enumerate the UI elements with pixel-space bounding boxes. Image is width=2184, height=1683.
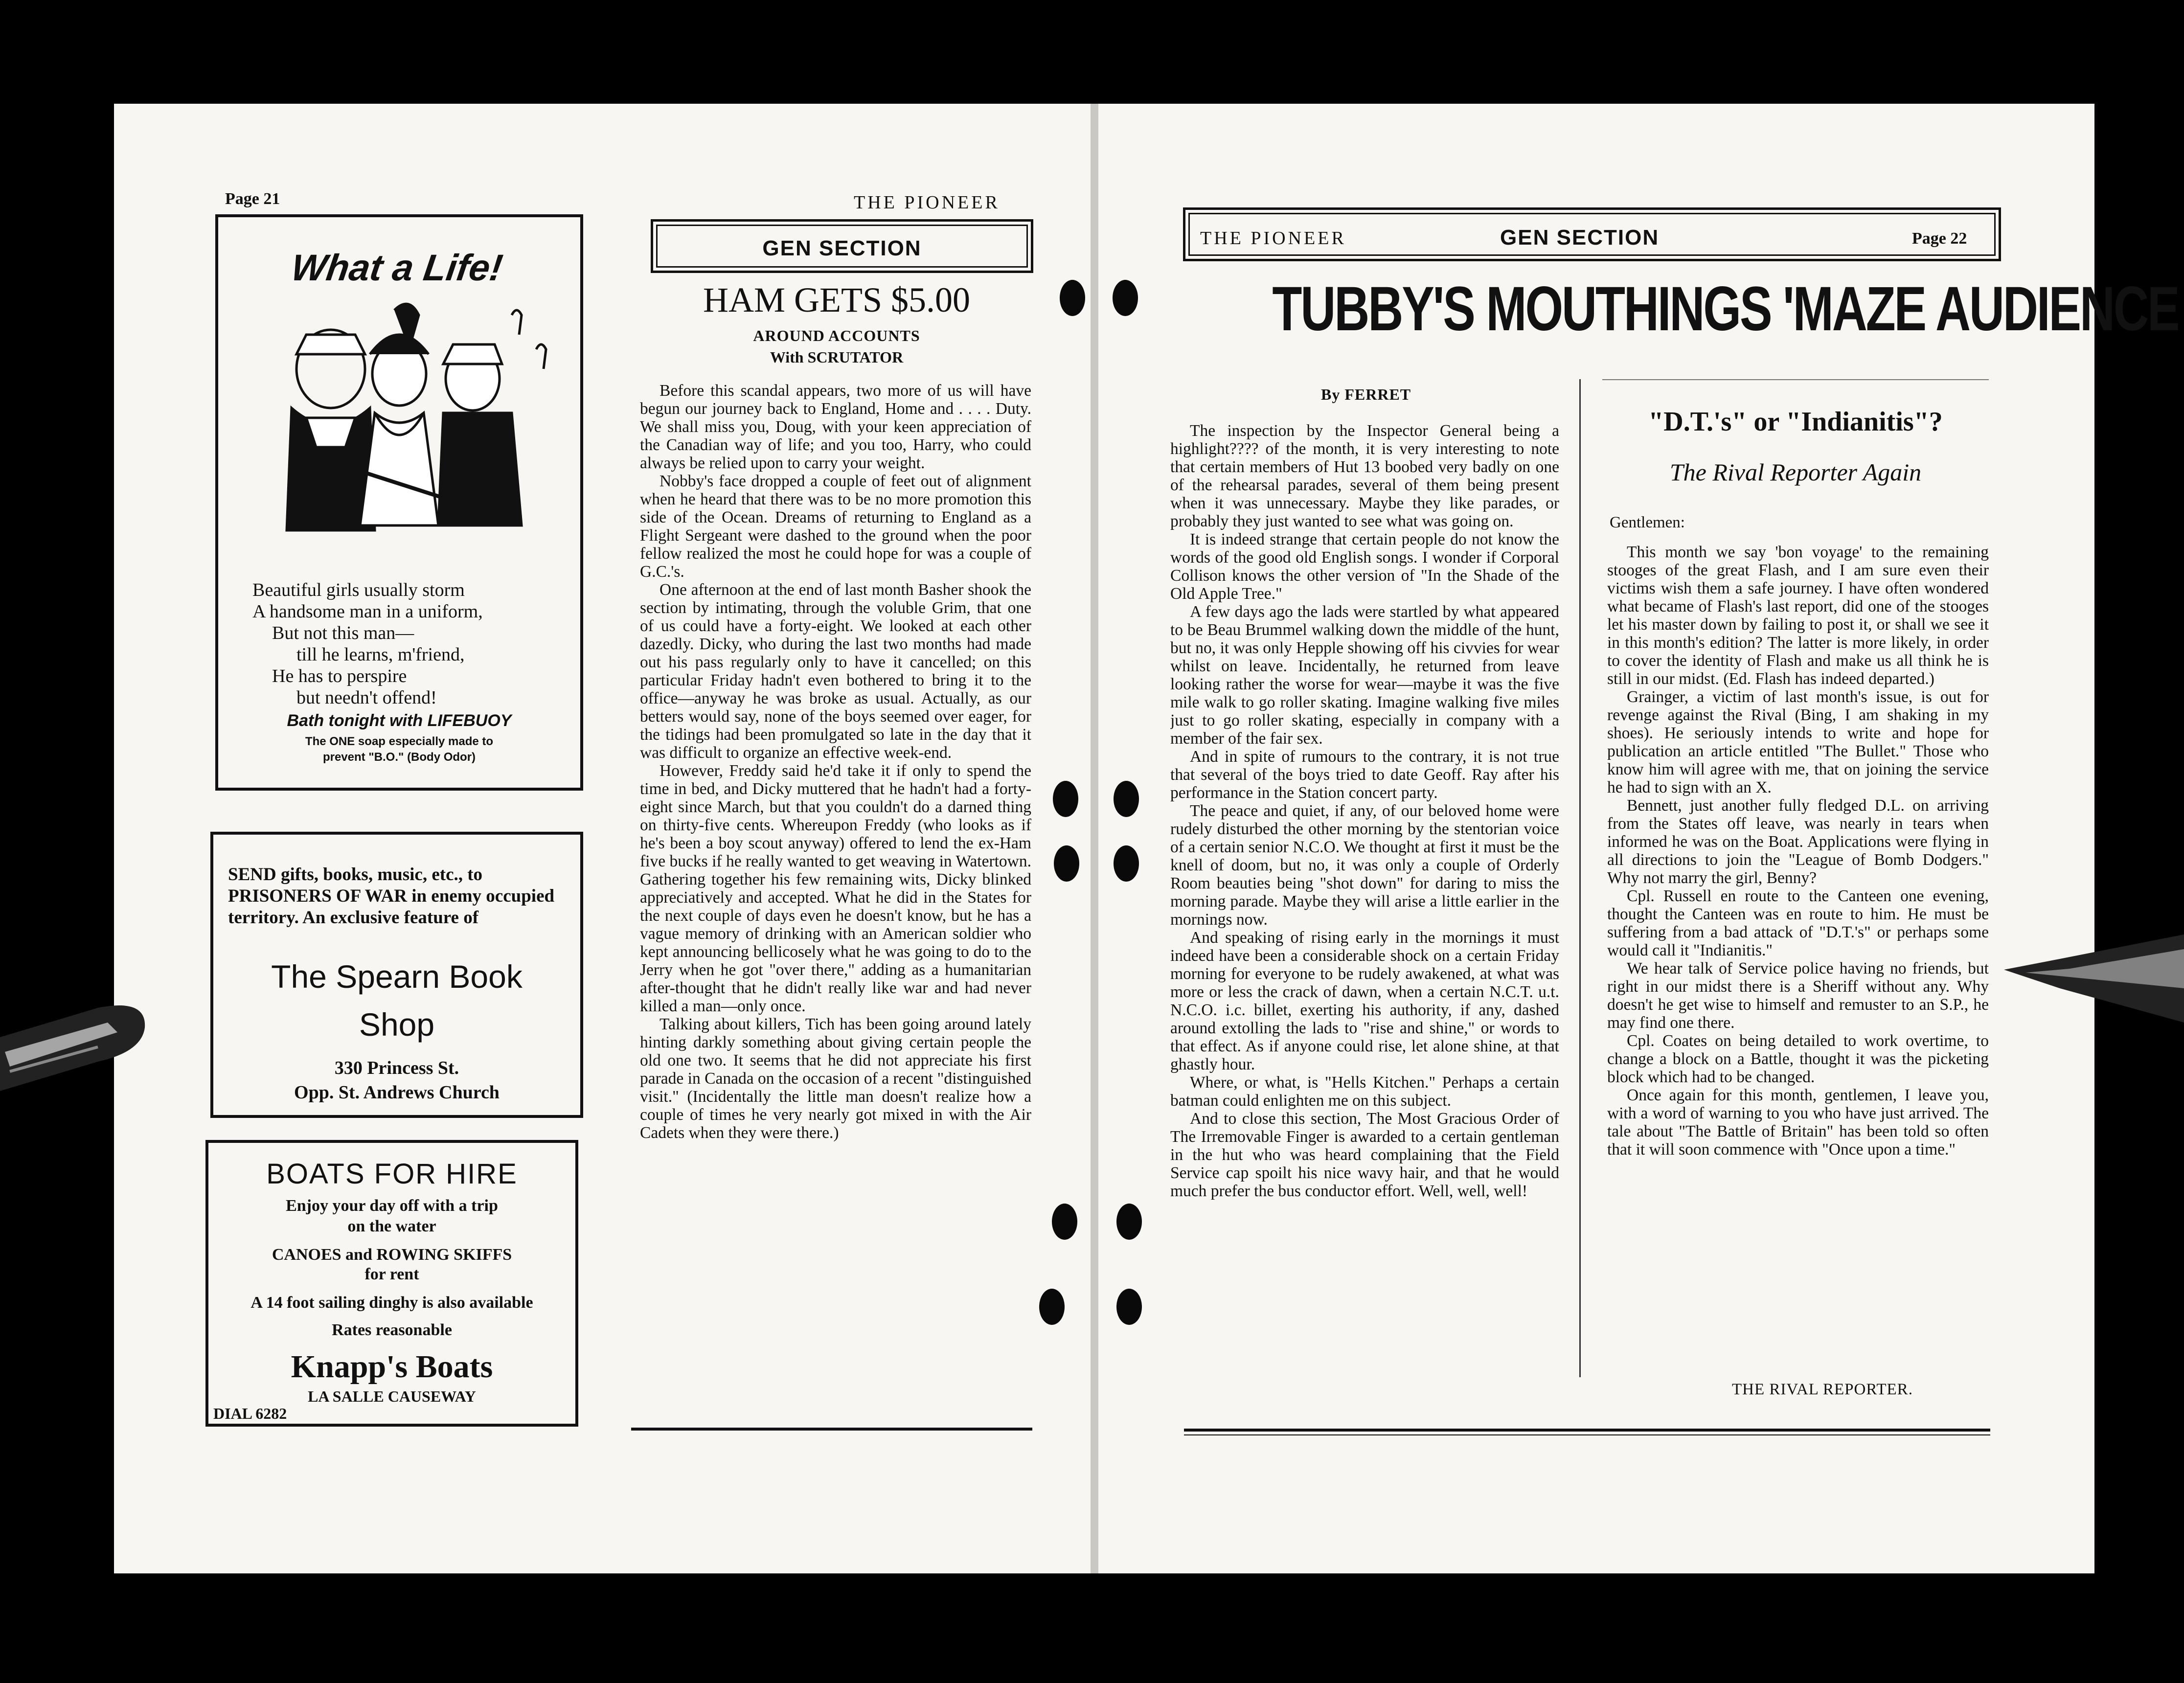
knapps-boats-ad: [205, 1140, 578, 1427]
ad-slogan: Bath tonight with LIFEBUOY: [287, 711, 512, 730]
ad-headline: What a Life!: [289, 247, 505, 289]
sidebar-paragraph: This month we say 'bon voyage' to the remaining stooges of the great Flash, and I am sure even their victims wish them a safe journey. I have often wondered what became of Flash's last report, did one of the stooges let his master down by failing to post it, or shall we see it in this month's edition? The latter is more likely, in order to cover the identity of Flash and make us all think he is still in our midst. (Ed. Flash has indeed departed.): [1607, 543, 1989, 688]
article-body: [640, 382, 1031, 1399]
byline: By FERRET: [1321, 386, 1411, 403]
sidebar-headline: "D.T.'s" or "Indianitis"?: [1648, 407, 1943, 437]
article-paragraph: Before this scandal appears, two more of us will have begun our journey back to England, Home and . . . . Duty. We shall miss you, Doug, with your keen appreciation of the Canadian way of life; and you too, Harry, who could always be relied upon to carry your weight.: [640, 382, 1031, 472]
punch-hole: [1039, 1289, 1065, 1325]
article-paragraph: One afternoon at the end of last month Basher shook the section by intimating, through the voluble Grim, that one of us could have a forty-eight. We looked at each other dazedly. Dicky, who during the last two months had made out his pass regularly only to have it cancelled; on this particular Friday hadn't even bothered to bring it to the office—anyway he was broke as usual. Actually, as our betters would say, none of the boys seemed over eager, for the tidings had been promulgated so late in the day that it was difficult to organize an effective week-end.: [640, 581, 1031, 762]
section-banner-left: [651, 219, 1033, 273]
article-paragraph: Nobby's face dropped a couple of feet out of alignment when he heard that there was to be no more promotion this side of the Ocean. Dreams of returning to England as a Flight Sergeant were dashed to the ground when the poor fellow realized the most he could hope for was a couple of G.C.'s.: [640, 472, 1031, 581]
lifebuoy-ad: [215, 214, 583, 791]
page-end-rule-thin: [1184, 1434, 1990, 1435]
article-paragraph: And in spite of rumours to the contrary, it is not true that several of the boys tried to date Geoff. Ray after his performance in the Station concert party.: [1170, 748, 1559, 802]
ad-verse: [252, 579, 483, 708]
punch-hole: [1060, 280, 1085, 316]
article-subhead-2: With SCRUTATOR: [770, 348, 904, 366]
ferret-article-body: [1170, 422, 1559, 1410]
article-paragraph: And speaking of rising early in the mornings it must indeed have been a considerable shock on a certain Friday morning for everyone to be rudely awakened, at what was more or less the crack of dawn, when a certain N.C.T. u.t. N.C.O. i.c. billet, exerting his authority, if any, dashed around extolling the lads to "rise and shine," or words to that effect. As if anyone could rise, let alone shine, at that ghastly hour.: [1170, 929, 1559, 1073]
article-headline: HAM GETS $5.00: [703, 280, 970, 319]
sidebar-left-rule: [1579, 379, 1581, 1377]
verse-line: till he learns, m'friend,: [296, 644, 465, 665]
punch-hole: [1054, 845, 1079, 882]
ad-line: Enjoy your day off with a trip: [286, 1197, 498, 1215]
punch-hole: [1052, 1204, 1077, 1240]
ad-line: Rates reasonable: [332, 1321, 452, 1339]
sidebar-paragraph: Once again for this month, gentlemen, I leave you, with a word of warning to you who have just arrived. The tale about "The Battle of Britain" has been told so often that it will soon commence with "Once upon a time.": [1607, 1086, 1989, 1159]
article-paragraph: Talking about killers, Tich has been going around lately hinting darkly something about giving certain people the old one two. It seems that he did not appreciate his first parade in Canada on the occasion of a recent "distinguished visit." (Incidentally the little man doesn't realize how a couple of times he very nearly got mixed in with the Air Cadets when they were there.): [640, 1015, 1031, 1142]
ad-tagline-1: The ONE soap especially made to: [305, 735, 494, 748]
sidebar-signature: THE RIVAL REPORTER.: [1732, 1381, 1913, 1398]
spearn-bookshop-ad: [210, 832, 583, 1118]
article-paragraph: Where, or what, is "Hells Kitchen." Perhaps a certain batman could enlighten me on this subject.: [1170, 1073, 1559, 1110]
page-headline: TUBBY'S MOUTHINGS 'MAZE AUDIENCE: [1272, 274, 2179, 344]
article-paragraph: However, Freddy said he'd take it if only to spend the time in bed, and Dicky muttered that he hadn't had a forty-eight since March, but that you couldn't do a darned thing on thirty-five cents. Whereupon Freddy (who looks as if he's been a boy scout anyway) offered to lend the ex-Ham five bucks if he really wanted to get weaving in Watertown. Gathering together his few remaining wits, Dicky blinked appreciatively and accepted. What he did in the States for the next couple of days even he doesn't know, but he has a vague memory of drinking with an American soldier who kept announcing bellicosely what he was going to do to the Jerry when he got "over there," adding as a humanitarian after-thought that he didn't really like war and had never killed a man—only once.: [640, 762, 1031, 1015]
sidebar-paragraph: Cpl. Coates on being detailed to work overtime, to change a block on a Battle, thought it was the picketing block which had to be changed.: [1607, 1032, 1989, 1086]
punch-hole: [1116, 1289, 1142, 1325]
article-paragraph: The inspection by the Inspector General being a highlight???? of the month, it is very interesting to note that certain members of Hut 13 boobed very badly on one of the rehearsal parades, several of them being present when it was unnecessary. Maybe they like parades, or probably they just wanted to see what was going on.: [1170, 422, 1559, 530]
article-paragraph: It is indeed strange that certain people do not know the words of the good old English songs. I wonder if Corporal Collison knows the other version of "In the Shade of the Old Apple Tree.": [1170, 530, 1559, 603]
sidebar-paragraph: We hear talk of Service police having no friends, but right in our midst there is a Sheriff without any. Why doesn't he get wise to himself and remuster to an S.P., he may find one there.: [1607, 959, 1989, 1032]
sidebar-paragraph: Cpl. Russell en route to the Canteen one evening, thought the Canteen was en route to him. He must be suffering from a bad attack of "D.T.'s" or perhaps some would call it "Indianitis.": [1607, 887, 1989, 959]
shop-name-2: Shop: [359, 1006, 435, 1043]
ad-line: for rent: [364, 1265, 419, 1283]
running-head-left: THE PIONEER: [854, 192, 1000, 213]
sidebar-paragraph: Grainger, a victim of last month's issue, is out for revenge against the Rival (Bing, I am shaking in my shoes). He seriously intends to write and hope for publication an article entitled "The Bullet." Those who know him will agree with me, that on joining the service he had to sign with an X.: [1607, 688, 1989, 796]
article-subhead-1: AROUND ACCOUNTS: [753, 327, 920, 344]
book-spine: [1091, 104, 1098, 1573]
verse-line: He has to perspire: [272, 666, 407, 686]
article-paragraph: The peace and quiet, if any, of our beloved home were rudely disturbed the other morning by the stentorian voice of a certain senior N.C.O. We thought at first it must be the knell of doom, but no, it was only a couple of Orderly Room beauties being "shot down" for daring to miss the morning parade. Maybe they will arise a little earlier in the mornings now.: [1170, 802, 1559, 929]
verse-line: but needn't offend!: [296, 687, 437, 708]
verse-line: A handsome man in a uniform,: [252, 601, 483, 622]
ad-headline: BOATS FOR HIRE: [266, 1158, 518, 1190]
ad-intro: SEND gifts, books, music, etc., to PRISONERS OF WAR in enemy occupied territory. An exclusive feature of: [228, 864, 555, 928]
running-head-right: THE PIONEER: [1200, 228, 1346, 249]
boats-address: LA SALLE CAUSEWAY: [308, 1387, 476, 1405]
shop-landmark: Opp. St. Andrews Church: [294, 1082, 500, 1103]
shop-name-1: The Spearn Book: [271, 958, 523, 995]
punch-hole: [1113, 280, 1138, 316]
boats-name: Knapp's Boats: [291, 1349, 493, 1385]
page-number-left: Page 21: [225, 190, 280, 208]
section-header-bar: [1183, 207, 2001, 261]
article-paragraph: A few days ago the lads were startled by what appeared to be Beau Brummel walking down the middle of the hunt, but no, it was only Hepple showing off his civvies for wear whilst on leave. Incidentally, he returned from leave looking rather the worse for wear—maybe it was the five mile walk to go roller skating. Imagine walking five miles just to go roller skating, especially in company with a member of the fair sex.: [1170, 603, 1559, 748]
ad-line: CANOES and ROWING SKIFFS: [272, 1246, 512, 1264]
page-end-rule: [1184, 1429, 1990, 1432]
section-banner-text: GEN SECTION: [762, 236, 922, 260]
sidebar-top-rule: [1602, 379, 1989, 380]
punch-hole: [1053, 781, 1078, 817]
ad-line: A 14 foot sailing dinghy is also available: [250, 1294, 533, 1312]
verse-line: Beautiful girls usually storm: [252, 580, 465, 600]
punch-hole: [1114, 781, 1139, 817]
salutation: Gentlemen:: [1610, 514, 1685, 531]
punch-hole: [1116, 1204, 1142, 1240]
sidebar-paragraph: Bennett, just another fully fledged D.L. on arriving from the States off leave, was nearly in tears when informed he was on the Boat. Applications were flying in all directions to join the "League of Bomb Dodgers." Why not marry the girl, Benny?: [1607, 796, 1989, 887]
section-banner-right: GEN SECTION: [1500, 226, 1660, 250]
punch-hole: [1114, 845, 1139, 882]
right-page-weight-tip: [1996, 915, 2184, 1032]
shop-address: 330 Princess St.: [334, 1058, 459, 1078]
verse-line: But not this man—: [272, 623, 414, 643]
article-paragraph: And to close this section, The Most Gracious Order of The Irremovable Finger is awarded to a certain gentleman in the hut who was heard complaining that the Field Service cap spoilt his nice wavy hair, and that he would much prefer the bus conductor effort. Well, well, well!: [1170, 1110, 1559, 1200]
boats-phone: DIAL 6282: [213, 1405, 287, 1422]
left-page-weight-tip: [0, 988, 157, 1106]
page-number-right: Page 22: [1912, 229, 1967, 248]
sailors-illustration: [248, 296, 551, 594]
sidebar-body: [1607, 543, 1989, 1375]
column-end-rule: [631, 1428, 1032, 1431]
ad-tagline-2: prevent "B.O." (Body Odor): [322, 751, 476, 764]
sidebar-subhead: The Rival Reporter Again: [1669, 458, 1922, 486]
ad-line: on the water: [347, 1217, 436, 1235]
